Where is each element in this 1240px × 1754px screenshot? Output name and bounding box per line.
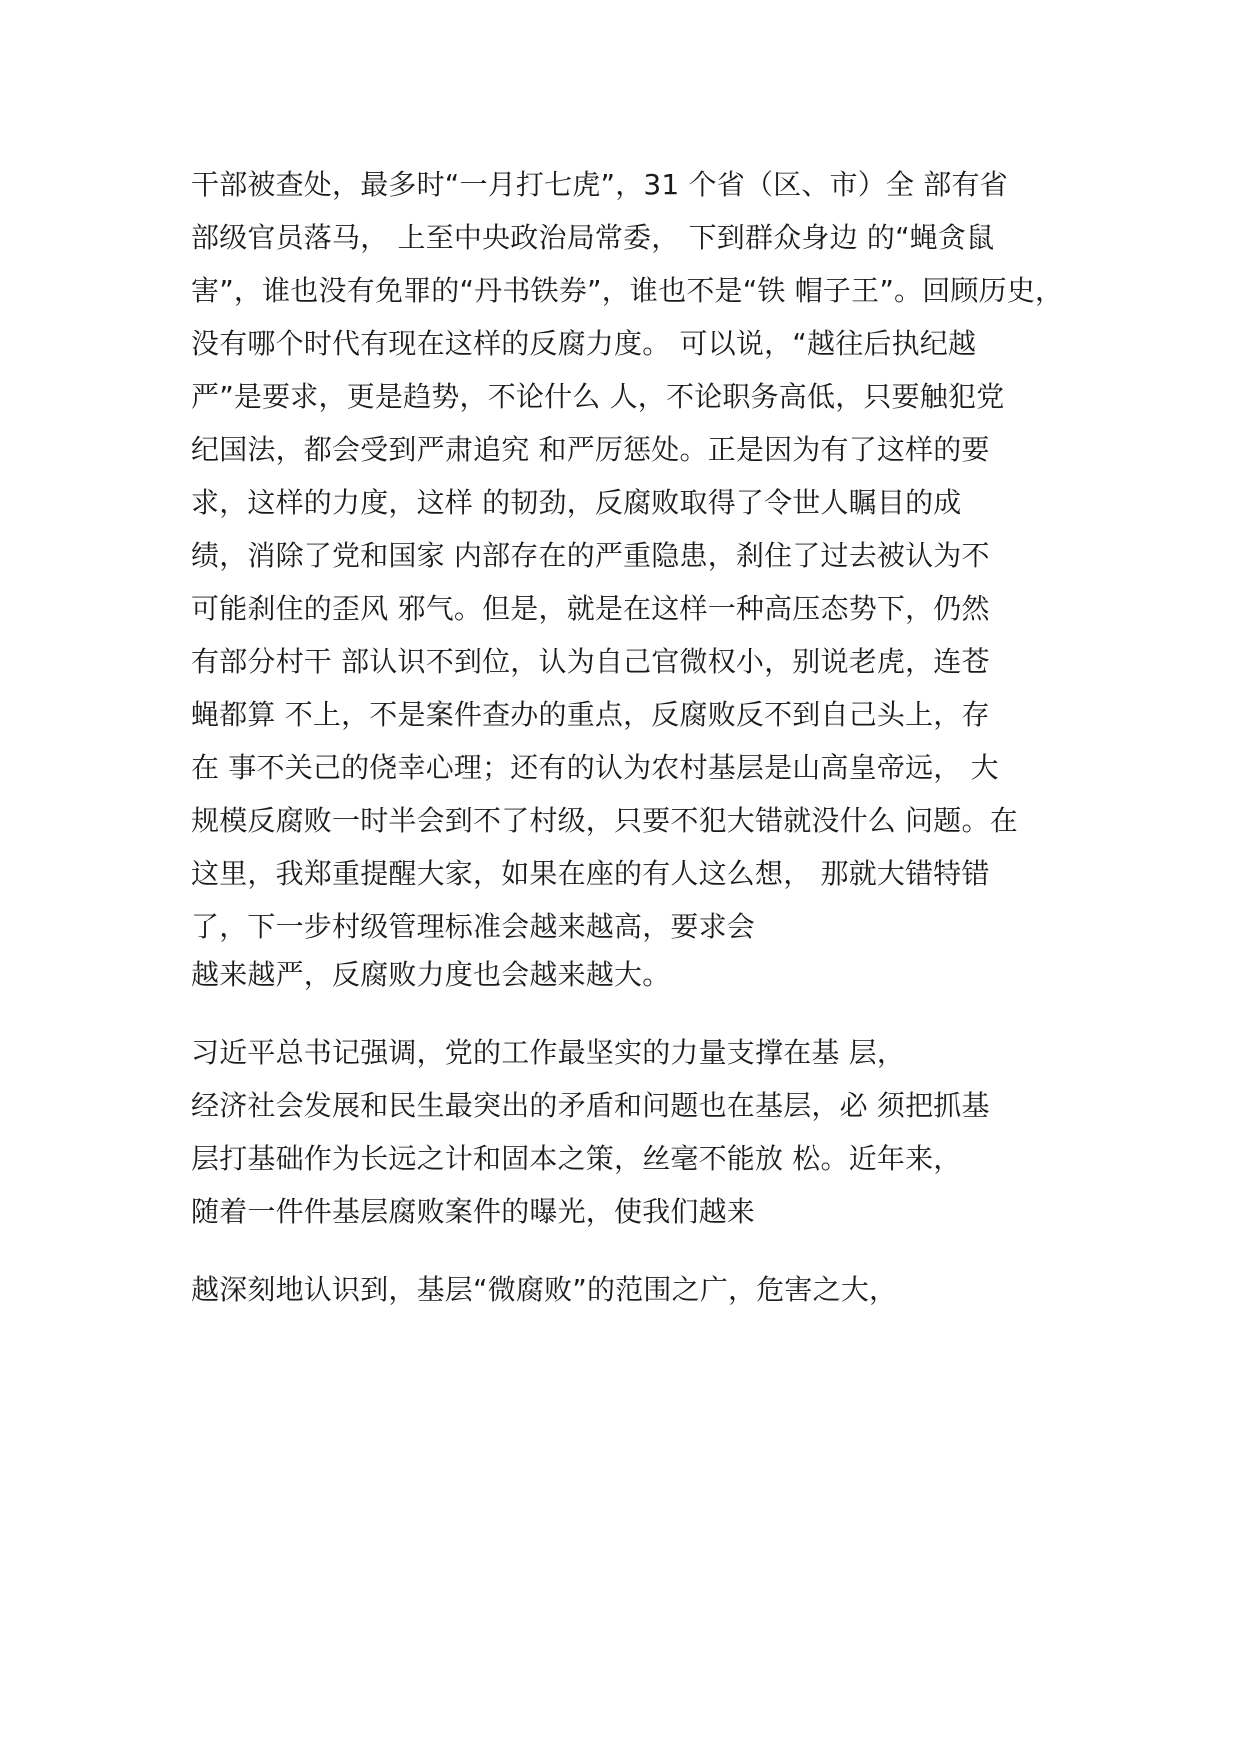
text-line: 有部分村干 部认识不到位，认为自己官微权小，别说老虎，连苍 [191,645,990,678]
text-line: 没有哪个时代有现在这样的反腐力度。 可以说，“越往后执纪越 [191,327,977,360]
text-line: 蝇都算 不上，不是案件查办的重点，反腐败反不到自己头上，存 [191,698,990,731]
text-line: 规模反腐败一时半会到不了村级，只要不犯大错就没什么 问题。在 [191,804,1018,837]
text-line: 求，这样的力度，这样 的韧劲，反腐败取得了令世人瞩目的成 [191,486,962,519]
text-line: 了，下一步村级管理标准会越来越高，要求会 [191,910,756,943]
paragraph-2-end [191,1263,1071,1316]
text-line: 层打基础作为长远之计和固本之策，丝毫不能放 松。近年来， [191,1142,962,1175]
paragraph-1-end [191,948,1071,1001]
text-line: 害”，谁也没有免罪的“丹书铁券”，谁也不是“铁 帽子王”。回顾历史， [191,274,1064,307]
text-line: 部级官员落马， 上至中央政治局常委， 下到群众身边 的“蝇贪鼠 [191,221,995,254]
text-line: 纪国法，都会受到严肃追究 和严厉惩处。正是因为有了这样的要 [191,433,990,466]
text-line: 绩，消除了党和国家 内部存在的严重隐患，刹住了过去被认为不 [191,539,990,572]
text-line: 可能刹住的歪风 邪气。但是，就是在这样一种高压态势下，仍然 [191,592,990,625]
text-line: 越来越严，反腐败力度也会越来越大。 [191,958,671,991]
text-line: 随着一件件基层腐败案件的曝光，使我们越来 [191,1195,756,1228]
text-line: 这里，我郑重提醒大家，如果在座的有人这么想， 那就大错特错 [191,857,990,890]
text-line: 经济社会发展和民生最突出的矛盾和问题也在基层，必 须把抓基 [191,1089,990,1122]
text-line: 在 事不关己的侥幸心理；还有的认为农村基层是山高皇帝远， 大 [191,751,999,784]
text-line: 干部被查处，最多时“一月打七虎”，31 个省（区、市）全 部有省 [191,168,1008,201]
text-line: 严”是要求，更是趋势，不论什么 人，不论职务高低，只要触犯党 [191,380,1005,413]
text-line: 越深刻地认识到，基层“微腐败”的范围之广，危害之大， [191,1273,898,1306]
paragraph-1 [191,158,1071,953]
paragraph-2 [191,1026,1071,1238]
text-line: 习近平总书记强调，党的工作最坚实的力量支撑在基 层， [191,1036,906,1069]
